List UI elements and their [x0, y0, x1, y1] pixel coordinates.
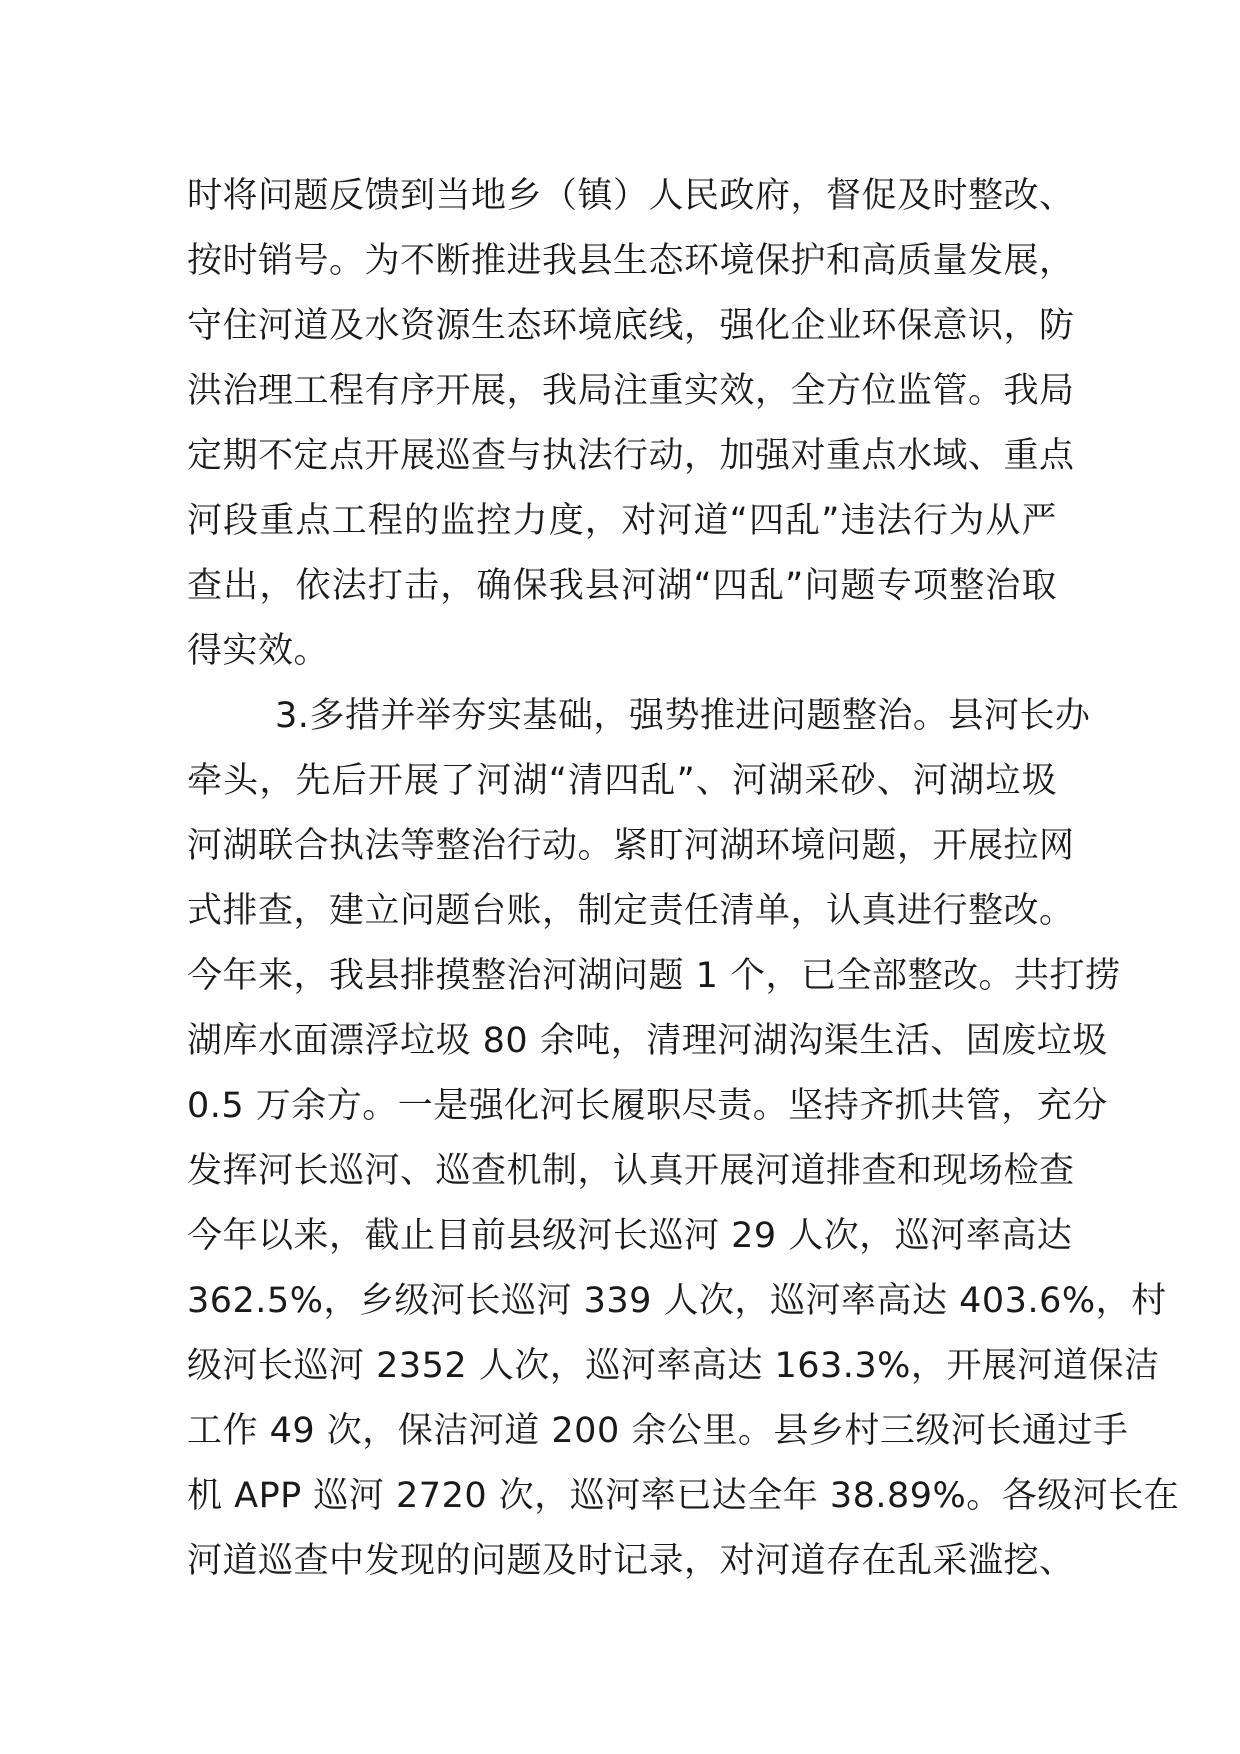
text-line: 工作 49 次，保洁河道 200 余公里。县乡村三级河长通过手: [187, 1411, 1129, 1451]
text-line: 时将问题反馈到当地乡（镇）人民政府，督促及时整改、: [187, 176, 1075, 216]
text-line: 发挥河长巡河、巡查机制，认真开展河道排查和现场检查: [187, 1151, 1075, 1191]
paragraph-2: [187, 684, 1180, 1594]
text-line: 牵头，先后开展了河湖“清四乱”、河湖采砂、河湖垃圾: [187, 761, 1057, 801]
text-line: 守住河道及水资源生态环境底线，强化企业环保意识，防: [187, 306, 1075, 346]
text-line: 机 APP 巡河 2720 次，巡河率已达全年 38.89%。各级河长在: [187, 1476, 1180, 1516]
paragraph-1: [187, 164, 1075, 684]
text-line: 洪治理工程有序开展，我局注重实效，全方位监管。我局: [187, 371, 1075, 411]
text-line: 按时销号。为不断推进我县生态环境保护和高质量发展，: [187, 241, 1075, 281]
text-line: 今年来，我县排摸整治河湖问题 1 个，已全部整改。共打捞: [187, 956, 1121, 996]
text-line: 0.5 万余方。一是强化河长履职尽责。坚持齐抓共管，充分: [187, 1086, 1108, 1126]
text-line: 362.5%，乡级河长巡河 339 人次，巡河率高达 403.6%，村: [187, 1281, 1167, 1321]
text-line: 3.多措并举夯实基础，强势推进问题整治。县河长办: [275, 696, 1091, 736]
text-line: 河段重点工程的监控力度，对河道“四乱”违法行为从严: [187, 501, 1057, 541]
text-line: 河道巡查中发现的问题及时记录，对河道存在乱采滥挖、: [187, 1541, 1075, 1581]
text-line: 河湖联合执法等整治行动。紧盯河湖环境问题，开展拉网: [187, 826, 1075, 866]
text-line: 查出，依法打击，确保我县河湖“四乱”问题专项整治取: [187, 566, 1057, 606]
text-line: 湖库水面漂浮垃圾 80 余吨，清理河湖沟渠生活、固废垃圾: [187, 1021, 1108, 1061]
text-line: 级河长巡河 2352 人次，巡河率高达 163.3%，开展河道保洁: [187, 1346, 1160, 1386]
text-line: 得实效。: [187, 631, 330, 671]
text-line: 式排查，建立问题台账，制定责任清单，认真进行整改。: [187, 891, 1075, 931]
text-line: 今年以来，截止目前县级河长巡河 29 人次，巡河率高达: [187, 1216, 1073, 1256]
body-text: [187, 164, 1180, 1594]
text-line: 定期不定点开展巡查与执法行动，加强对重点水域、重点: [187, 436, 1075, 476]
